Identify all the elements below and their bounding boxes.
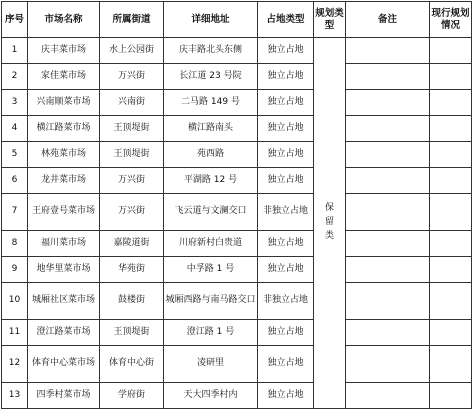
cell-remark [346,116,430,142]
cell-street: 兴南街 [100,90,164,116]
cell-name: 王府壹号菜市场 [28,194,100,231]
cell-address: 二马路 149 号 [164,90,258,116]
table-row [2,116,472,142]
cell-remark [346,64,430,90]
cell-current [430,231,472,257]
cell-address: 庆丰路北头东侧 [164,38,258,64]
cell-seq: 7 [2,194,28,231]
cell-remark [346,194,430,231]
cell-land-type: 独立占地 [258,64,314,90]
cell-street: 万兴街 [100,168,164,194]
header-address: 详细地址 [164,2,258,38]
table-row [2,38,472,64]
cell-current [430,346,472,383]
table-row [2,257,472,283]
cell-street: 水上公园街 [100,38,164,64]
cell-street: 王顶堤街 [100,116,164,142]
header-plan-type: 规划类型 [314,2,346,38]
cell-address: 天大四季村内 [164,383,258,409]
table-row [2,90,472,116]
cell-current [430,383,472,409]
header-remark: 备注 [346,2,430,38]
cell-seq: 11 [2,320,28,346]
table-row [2,64,472,90]
header-name: 市场名称 [28,2,100,38]
cell-address: 凌研里 [164,346,258,383]
cell-name: 福川菜市场 [28,231,100,257]
cell-land-type: 独立占地 [258,38,314,64]
cell-name: 城厢社区菜市场 [28,283,100,320]
cell-current [430,168,472,194]
header-row [2,2,472,38]
table-row [2,168,472,194]
header-seq: 序号 [2,2,28,38]
cell-name: 林苑菜市场 [28,142,100,168]
cell-address: 飞云道与文澜交口 [164,194,258,231]
header-land-type: 占地类型 [258,2,314,38]
cell-land-type: 独立占地 [258,116,314,142]
cell-address: 平湖路 12 号 [164,168,258,194]
cell-land-type: 独立占地 [258,257,314,283]
cell-street: 王顶堤街 [100,320,164,346]
cell-street: 华苑街 [100,257,164,283]
cell-name: 澄江路菜市场 [28,320,100,346]
table-row [2,346,472,383]
cell-seq: 10 [2,283,28,320]
cell-remark [346,283,430,320]
plan-type-text: 保留类 [324,203,334,241]
cell-address: 澄江路 1 号 [164,320,258,346]
cell-current [430,194,472,231]
cell-current [430,116,472,142]
table-row [2,142,472,168]
cell-name: 横江路菜市场 [28,116,100,142]
cell-address: 城厢西路与南马路交口 [164,283,258,320]
cell-land-type: 独立占地 [258,320,314,346]
cell-current [430,257,472,283]
cell-street: 王顶堤街 [100,142,164,168]
cell-land-type: 非独立占地 [258,194,314,231]
cell-plan-type-merged [314,38,346,409]
cell-land-type: 独立占地 [258,383,314,409]
cell-remark [346,383,430,409]
cell-current [430,320,472,346]
table-row [2,320,472,346]
cell-remark [346,90,430,116]
cell-address: 川府新村白贵道 [164,231,258,257]
cell-seq: 2 [2,64,28,90]
header-street: 所属街道 [100,2,164,38]
cell-current [430,64,472,90]
table-row [2,231,472,257]
table-row [2,283,472,320]
header-current: 现行规划情况 [430,2,472,38]
cell-seq: 4 [2,116,28,142]
cell-seq: 12 [2,346,28,383]
cell-name: 庆丰菜市场 [28,38,100,64]
cell-seq: 9 [2,257,28,283]
cell-current [430,38,472,64]
cell-seq: 13 [2,383,28,409]
cell-name: 四季村菜市场 [28,383,100,409]
cell-remark [346,168,430,194]
cell-name: 体育中心菜市场 [28,346,100,383]
cell-remark [346,257,430,283]
cell-current [430,90,472,116]
cell-street: 鼓楼街 [100,283,164,320]
cell-seq: 3 [2,90,28,116]
cell-seq: 5 [2,142,28,168]
cell-address: 苑西路 [164,142,258,168]
cell-remark [346,231,430,257]
cell-remark [346,38,430,64]
cell-street: 万兴街 [100,64,164,90]
cell-seq: 8 [2,231,28,257]
cell-land-type: 独立占地 [258,346,314,383]
cell-land-type: 独立占地 [258,90,314,116]
cell-land-type: 非独立占地 [258,283,314,320]
cell-name: 兴南顺菜市场 [28,90,100,116]
cell-seq: 6 [2,168,28,194]
cell-name: 地华里菜市场 [28,257,100,283]
cell-name: 家佳菜市场 [28,64,100,90]
table-row [2,383,472,409]
table-row [2,194,472,231]
cell-street: 万兴街 [100,194,164,231]
cell-remark [346,346,430,383]
cell-remark [346,142,430,168]
cell-street: 学府街 [100,383,164,409]
cell-current [430,283,472,320]
cell-address: 长江道 23 号院 [164,64,258,90]
cell-land-type: 独立占地 [258,168,314,194]
cell-seq: 1 [2,38,28,64]
cell-street: 嘉陵道街 [100,231,164,257]
cell-name: 龙井菜市场 [28,168,100,194]
market-table [1,1,472,409]
cell-street: 体育中心街 [100,346,164,383]
cell-remark [346,320,430,346]
cell-address: 中孚路 1 号 [164,257,258,283]
cell-land-type: 独立占地 [258,142,314,168]
cell-land-type: 独立占地 [258,231,314,257]
cell-current [430,142,472,168]
cell-address: 横江路南头 [164,116,258,142]
